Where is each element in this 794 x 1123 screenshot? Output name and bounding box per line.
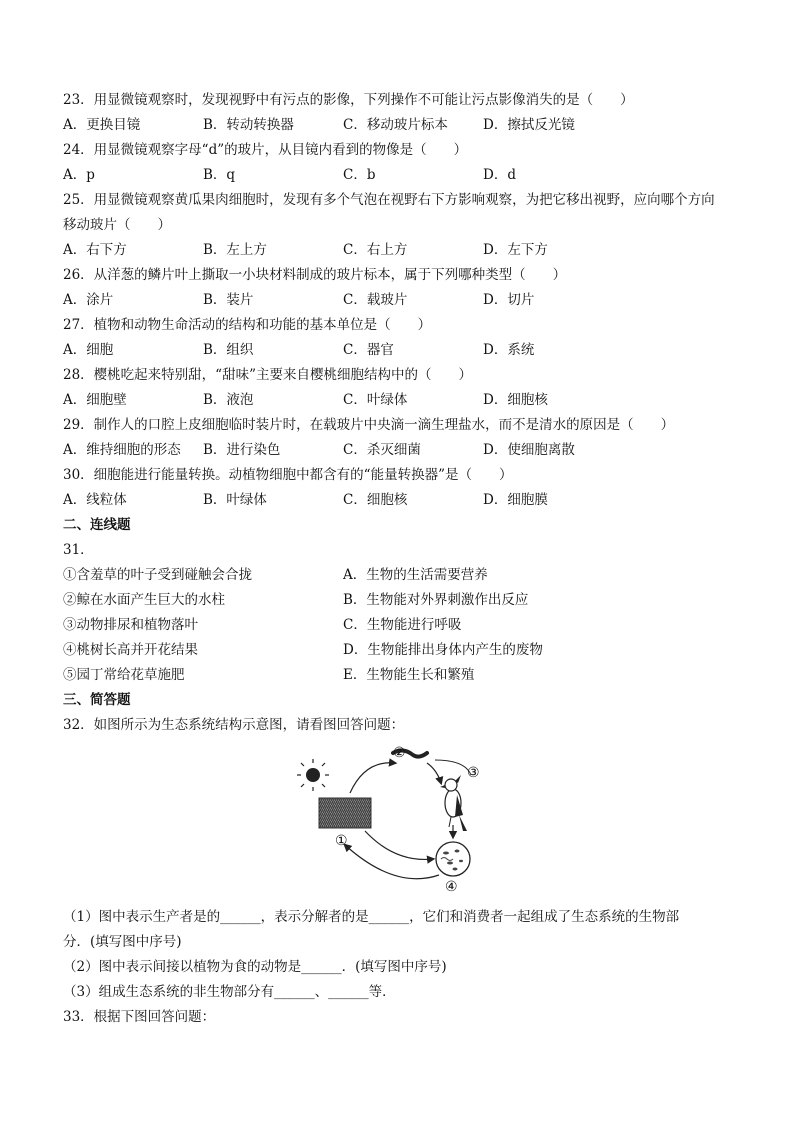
q31-right-item[interactable]: E．生物能生长和繁殖 bbox=[343, 667, 475, 683]
q30-option-a[interactable]: A．线粒体 bbox=[63, 492, 127, 508]
q31-row bbox=[63, 666, 763, 684]
arrow-plant-to-decomposer bbox=[365, 831, 433, 859]
diagram-label-2: ② bbox=[393, 745, 406, 761]
q23-option-c[interactable]: C．移动玻片标本 bbox=[343, 117, 448, 133]
q31-number: 31． bbox=[63, 542, 94, 558]
q31-row bbox=[63, 641, 763, 659]
arrow-caterpillar-to-bird bbox=[427, 763, 441, 783]
q29-options bbox=[63, 441, 763, 459]
q31-row bbox=[63, 591, 763, 609]
section-heading-short-answer: 三、简答题 bbox=[63, 692, 131, 708]
q24-stem: 24．用显微镜观察字母“d”的玻片，从目镜内看到的物像是（ ） bbox=[63, 142, 468, 158]
q31-left-item[interactable]: ②鲸在水面产生巨大的水柱 bbox=[63, 592, 225, 608]
q31-right-item[interactable]: B．生物能对外界刺激作出反应 bbox=[343, 592, 529, 608]
q29-stem: 29．制作人的口腔上皮细胞临时装片时，在载玻片中央滴一滴生理盐水，而不是清水的原因是（ ） bbox=[63, 417, 675, 433]
sun-icon bbox=[297, 759, 329, 791]
q26-option-b[interactable]: B．装片 bbox=[203, 292, 254, 308]
q27-option-a[interactable]: A．细胞 bbox=[63, 342, 114, 358]
q28-stem: 28．樱桃吃起来特别甜，“甜味”主要来自樱桃细胞结构中的（ ） bbox=[63, 367, 472, 383]
q23-option-b[interactable]: B．转动转换器 bbox=[203, 117, 294, 133]
q28-option-d[interactable]: D．细胞核 bbox=[483, 392, 548, 408]
q33-stem: 33．根据下图回答问题： bbox=[63, 1009, 216, 1025]
section-heading-matching: 二、连线题 bbox=[63, 517, 131, 533]
q32-sub3: （3）组成生态系统的非生物部分有______、______等． bbox=[63, 984, 396, 1000]
diagram-label-3: ③ bbox=[467, 765, 480, 781]
q30-option-d[interactable]: D．细胞膜 bbox=[483, 492, 548, 508]
q26-option-d[interactable]: D．切片 bbox=[483, 292, 535, 308]
q26-option-a[interactable]: A．涂片 bbox=[63, 292, 114, 308]
q25-option-a[interactable]: A．右下方 bbox=[63, 242, 127, 258]
decomposer-microbes-icon bbox=[436, 842, 470, 876]
q23-stem: 23．用显微镜观察时，发现视野中有污点的影像，下列操作不可能让污点影像消失的是（ ） bbox=[63, 92, 634, 108]
q25-stem-line2: 移动玻片（ ） bbox=[63, 217, 171, 233]
q30-option-c[interactable]: C．细胞核 bbox=[343, 492, 408, 508]
arrow-curve-top bbox=[435, 760, 471, 775]
q27-options bbox=[63, 341, 763, 359]
q29-option-c[interactable]: C．杀灭细菌 bbox=[343, 442, 421, 458]
q29-option-a[interactable]: A．维持细胞的形态 bbox=[63, 442, 181, 458]
q24-option-a[interactable]: A．p bbox=[63, 167, 95, 183]
q29-option-b[interactable]: B．进行染色 bbox=[203, 442, 281, 458]
q31-left-item[interactable]: ④桃树长高并开花结果 bbox=[63, 642, 198, 658]
plant-producer-icon bbox=[319, 798, 371, 828]
q25-option-c[interactable]: C．右上方 bbox=[343, 242, 408, 258]
q25-option-b[interactable]: B．左上方 bbox=[203, 242, 267, 258]
q25-option-d[interactable]: D．左下方 bbox=[483, 242, 548, 258]
q27-stem: 27．植物和动物生命活动的结构和功能的基本单位是（ ） bbox=[63, 317, 432, 333]
q26-stem: 26．从洋葱的鳞片叶上撕取一小块材料制成的玻片标本，属于下列哪种类型（ ） bbox=[63, 267, 567, 283]
q23-option-a[interactable]: A．更换目镜 bbox=[63, 117, 141, 133]
q32-stem: 32．如图所示为生态系统结构示意图，请看图回答问题： bbox=[63, 717, 405, 733]
q30-options bbox=[63, 491, 763, 509]
q28-option-c[interactable]: C．叶绿体 bbox=[343, 392, 408, 408]
q24-options bbox=[63, 166, 763, 184]
q31-right-item[interactable]: C．生物能进行呼吸 bbox=[343, 617, 462, 633]
ecosystem-diagram bbox=[295, 745, 495, 895]
q31-left-item[interactable]: ①含羞草的叶子受到碰触会合拢 bbox=[63, 567, 252, 583]
q30-option-b[interactable]: B．叶绿体 bbox=[203, 492, 267, 508]
q25-stem-line1: 25．用显微镜观察黄瓜果肉细胞时，发现有多个气泡在视野右下方影响观察，为把它移出视野，应向哪个方向 bbox=[63, 192, 715, 208]
q24-option-c[interactable]: C．b bbox=[343, 167, 376, 183]
q29-option-d[interactable]: D．使细胞离散 bbox=[483, 442, 575, 458]
q31-row bbox=[63, 566, 763, 584]
q31-right-item[interactable]: A．生物的生活需要营养 bbox=[343, 567, 488, 583]
q31-left-item[interactable]: ⑤园丁常给花草施肥 bbox=[63, 667, 185, 683]
q24-option-d[interactable]: D．d bbox=[483, 167, 516, 183]
q30-stem: 30．细胞能进行能量转换。动植物细胞中都含有的“能量转换器”是（ ） bbox=[63, 467, 513, 483]
q27-option-b[interactable]: B．组织 bbox=[203, 342, 254, 358]
q28-option-a[interactable]: A．细胞壁 bbox=[63, 392, 127, 408]
q28-options bbox=[63, 391, 763, 409]
q32-sub1-line2: 分．(填写图中序号) bbox=[63, 934, 182, 950]
bird-icon bbox=[440, 775, 467, 831]
q26-options bbox=[63, 291, 763, 309]
q31-row bbox=[63, 616, 763, 634]
q32-sub2: （2）图中表示间接以植物为食的动物是______．(填写图中序号) bbox=[63, 959, 447, 975]
q25-options bbox=[63, 241, 763, 259]
q27-option-c[interactable]: C．器官 bbox=[343, 342, 394, 358]
q26-option-c[interactable]: C．载玻片 bbox=[343, 292, 408, 308]
q23-option-d[interactable]: D．擦拭反光镜 bbox=[483, 117, 575, 133]
q31-left-item[interactable]: ③动物排尿和植物落叶 bbox=[63, 617, 198, 633]
q31-right-item[interactable]: D．生物能排出身体内产生的废物 bbox=[343, 642, 543, 658]
arrow-plant-to-caterpillar bbox=[350, 763, 395, 793]
arrow-decomposer-to-plant bbox=[345, 845, 439, 879]
q27-option-d[interactable]: D．系统 bbox=[483, 342, 535, 358]
diagram-label-1: ① bbox=[335, 833, 348, 849]
diagram-label-4: ④ bbox=[445, 879, 458, 895]
q28-option-b[interactable]: B．液泡 bbox=[203, 392, 254, 408]
q32-sub1-line1: （1）图中表示生产者是的______，表示分解者的是______，它们和消费者一起组成了生态系统的生物部 bbox=[63, 909, 680, 925]
q24-option-b[interactable]: B．q bbox=[203, 167, 236, 183]
q23-options bbox=[63, 116, 763, 134]
